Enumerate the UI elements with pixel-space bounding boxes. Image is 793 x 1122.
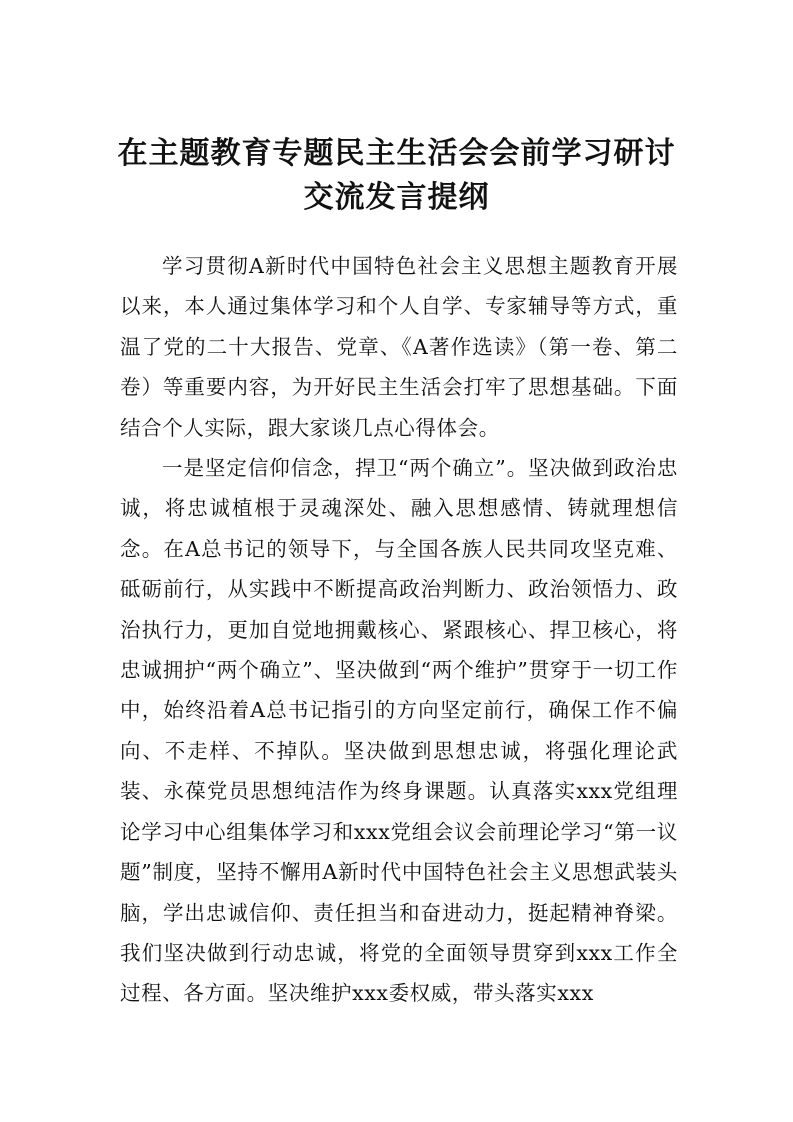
paragraph-intro: 学习贯彻A新时代中国特色社会主义思想主题教育开展以来，本人通过集体学习和个人自学、专家辅导等方式，重温了党的二十大报告、党章、《A著作选读》（第一卷、第二卷）等重要内容，为开好民主生活会打牢了思想基础。下面结合个人实际，跟大家谈几点心得体会。: [120, 254, 678, 440]
document-title-line-2: 交流发言提纲: [303, 180, 490, 215]
document-body: [120, 246, 678, 1014]
paragraph-point-one: 一是坚定信仰信念，捍卫“两个确立”。坚决做到政治忠诚，将忠诚植根于灵魂深处、融入思想感情、铸就理想信念。在A总书记的领导下，与全国各族人民共同攻坚克难、砥砺前行，从实践中不断提高政治判断力、政治领悟力、政治执行力，更加自觉地拥戴核心、紧跟核心、捍卫核心，将忠诚拥护“两个确立”、坚决做到“两个维护”贯穿于一切工作中，始终沿着A总书记指引的方向坚定前行，确保工作不偏向、不走样、不掉队。坚决做到思想忠诚，将强化理论武装、永葆党员思想纯洁作为终身课题。认真落实xxx党组理论学习中心组集体学习和xxx党组会议会前理论学习“第一议题”制度，坚持不懈用A新时代中国特色社会主义思想武装头脑，学出忠诚信仰、责任担当和奋进动力，挺起精神脊梁。我们坚决做到行动忠诚，将党的全面领导贯穿到xxx工作全过程、各方面。坚决维护xxx委权威，带头落实xxx: [120, 456, 678, 1006]
document-title-line-1: 在主题教育专题民主生活会会前学习研讨: [117, 136, 676, 171]
